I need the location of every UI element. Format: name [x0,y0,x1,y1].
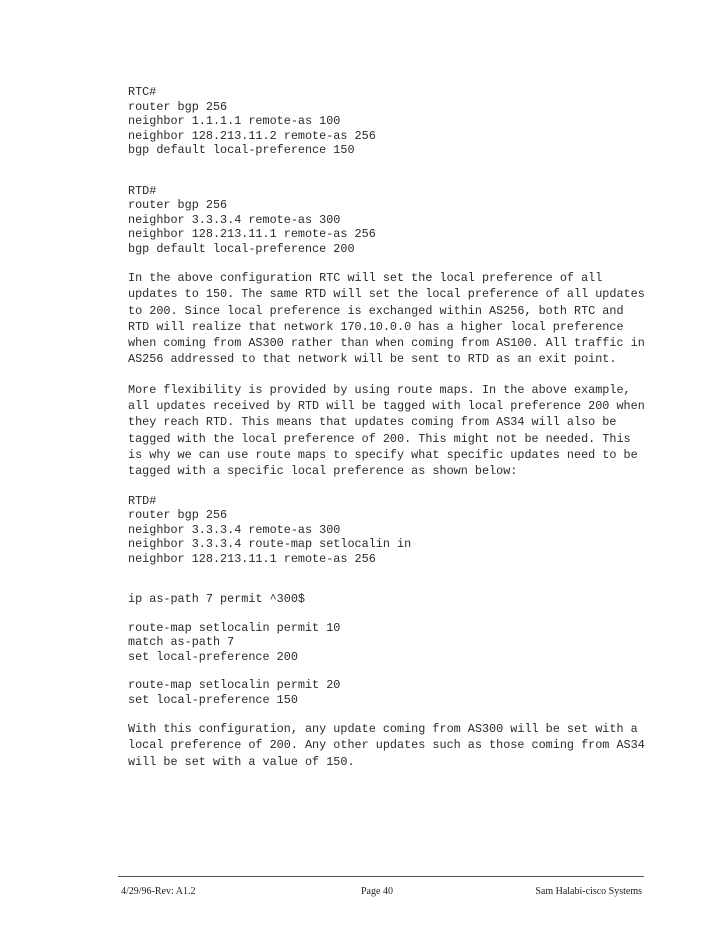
footer-revision: 4/29/96-Rev: A1.2 [121,886,196,897]
code-block-route-map-20 [128,678,648,707]
code-line: router bgp 256 [128,198,228,212]
code-line: RTD# [128,183,157,198]
paragraph-line: updates to 150. The same RTD will set the local preference of all updates [128,287,645,302]
code-line: bgp default local-preference 150 [128,143,355,157]
paragraph-configuration-result [128,721,648,770]
code-line: router bgp 256 [128,508,228,523]
code-line: set local-preference 150 [128,692,298,707]
code-line: bgp default local-preference 200 [128,241,355,256]
paragraph-line: is why we can use route maps to specify what specific updates need to be [128,447,638,462]
paragraph-line: tagged with a specific local preference as shown below: [128,464,518,479]
paragraph-line: With this configuration, any update coming from AS300 will be set with a [128,722,638,737]
code-block-rtd-route-map [128,494,648,567]
code-block-as-path [128,592,648,607]
code-block-rtd [128,184,648,257]
paragraph-line: AS256 addressed to that network will be sent to RTD as an exit point. [128,352,617,367]
paragraph-local-preference-explanation [128,270,648,368]
code-line: route-map setlocalin permit 10 [128,620,341,635]
paragraph-line: when coming from AS300 rather than when coming from AS100. All traffic in [128,336,645,351]
footer-divider [118,876,644,877]
code-line: neighbor 128.213.11.2 remote-as 256 [128,128,376,143]
paragraph-route-map-flexibility [128,382,648,480]
code-line: neighbor 3.3.3.4 remote-as 300 [128,522,341,537]
code-block-rtc [128,85,648,158]
paragraph-line: to 200. Since local preference is exchanged within AS256, both RTC and [128,303,624,318]
code-line: neighbor 3.3.3.4 route-map setlocalin in [128,537,412,552]
code-line: route-map setlocalin permit 20 [128,678,341,693]
code-line: neighbor 128.213.11.1 remote-as 256 [128,551,376,566]
page-body [128,85,648,770]
code-line: match as-path 7 [128,635,235,650]
footer-page-number: Page 40 [361,886,393,897]
page-footer [118,876,644,906]
paragraph-line: tagged with the local preference of 200. This might not be needed. This [128,431,631,446]
footer-author: Sam Halabi-cisco Systems [535,886,642,897]
code-line: ip as-path 7 permit ^300$ [128,592,305,607]
code-line: neighbor 128.213.11.1 remote-as 256 [128,227,376,241]
code-line: router bgp 256 [128,99,228,114]
paragraph-line: will be set with a value of 150. [128,754,355,769]
paragraph-line: local preference of 200. Any other updates such as those coming from AS34 [128,738,645,753]
paragraph-line: all updates received by RTD will be tagged with local preference 200 when [128,399,645,414]
code-line: RTC# [128,85,157,99]
paragraph-line: In the above configuration RTC will set the local preference of all [128,271,603,285]
paragraph-line: they reach RTD. This means that updates coming from AS34 will also be [128,415,617,430]
paragraph-line: RTD will realize that network 170.10.0.0 has a higher local preference [128,319,624,334]
code-line: set local-preference 200 [128,649,298,664]
code-line: neighbor 1.1.1.1 remote-as 100 [128,114,341,128]
code-block-route-map-10 [128,621,648,665]
code-line: neighbor 3.3.3.4 remote-as 300 [128,212,341,227]
paragraph-line: More flexibility is provided by using route maps. In the above example, [128,382,631,397]
code-line: RTD# [128,493,157,508]
